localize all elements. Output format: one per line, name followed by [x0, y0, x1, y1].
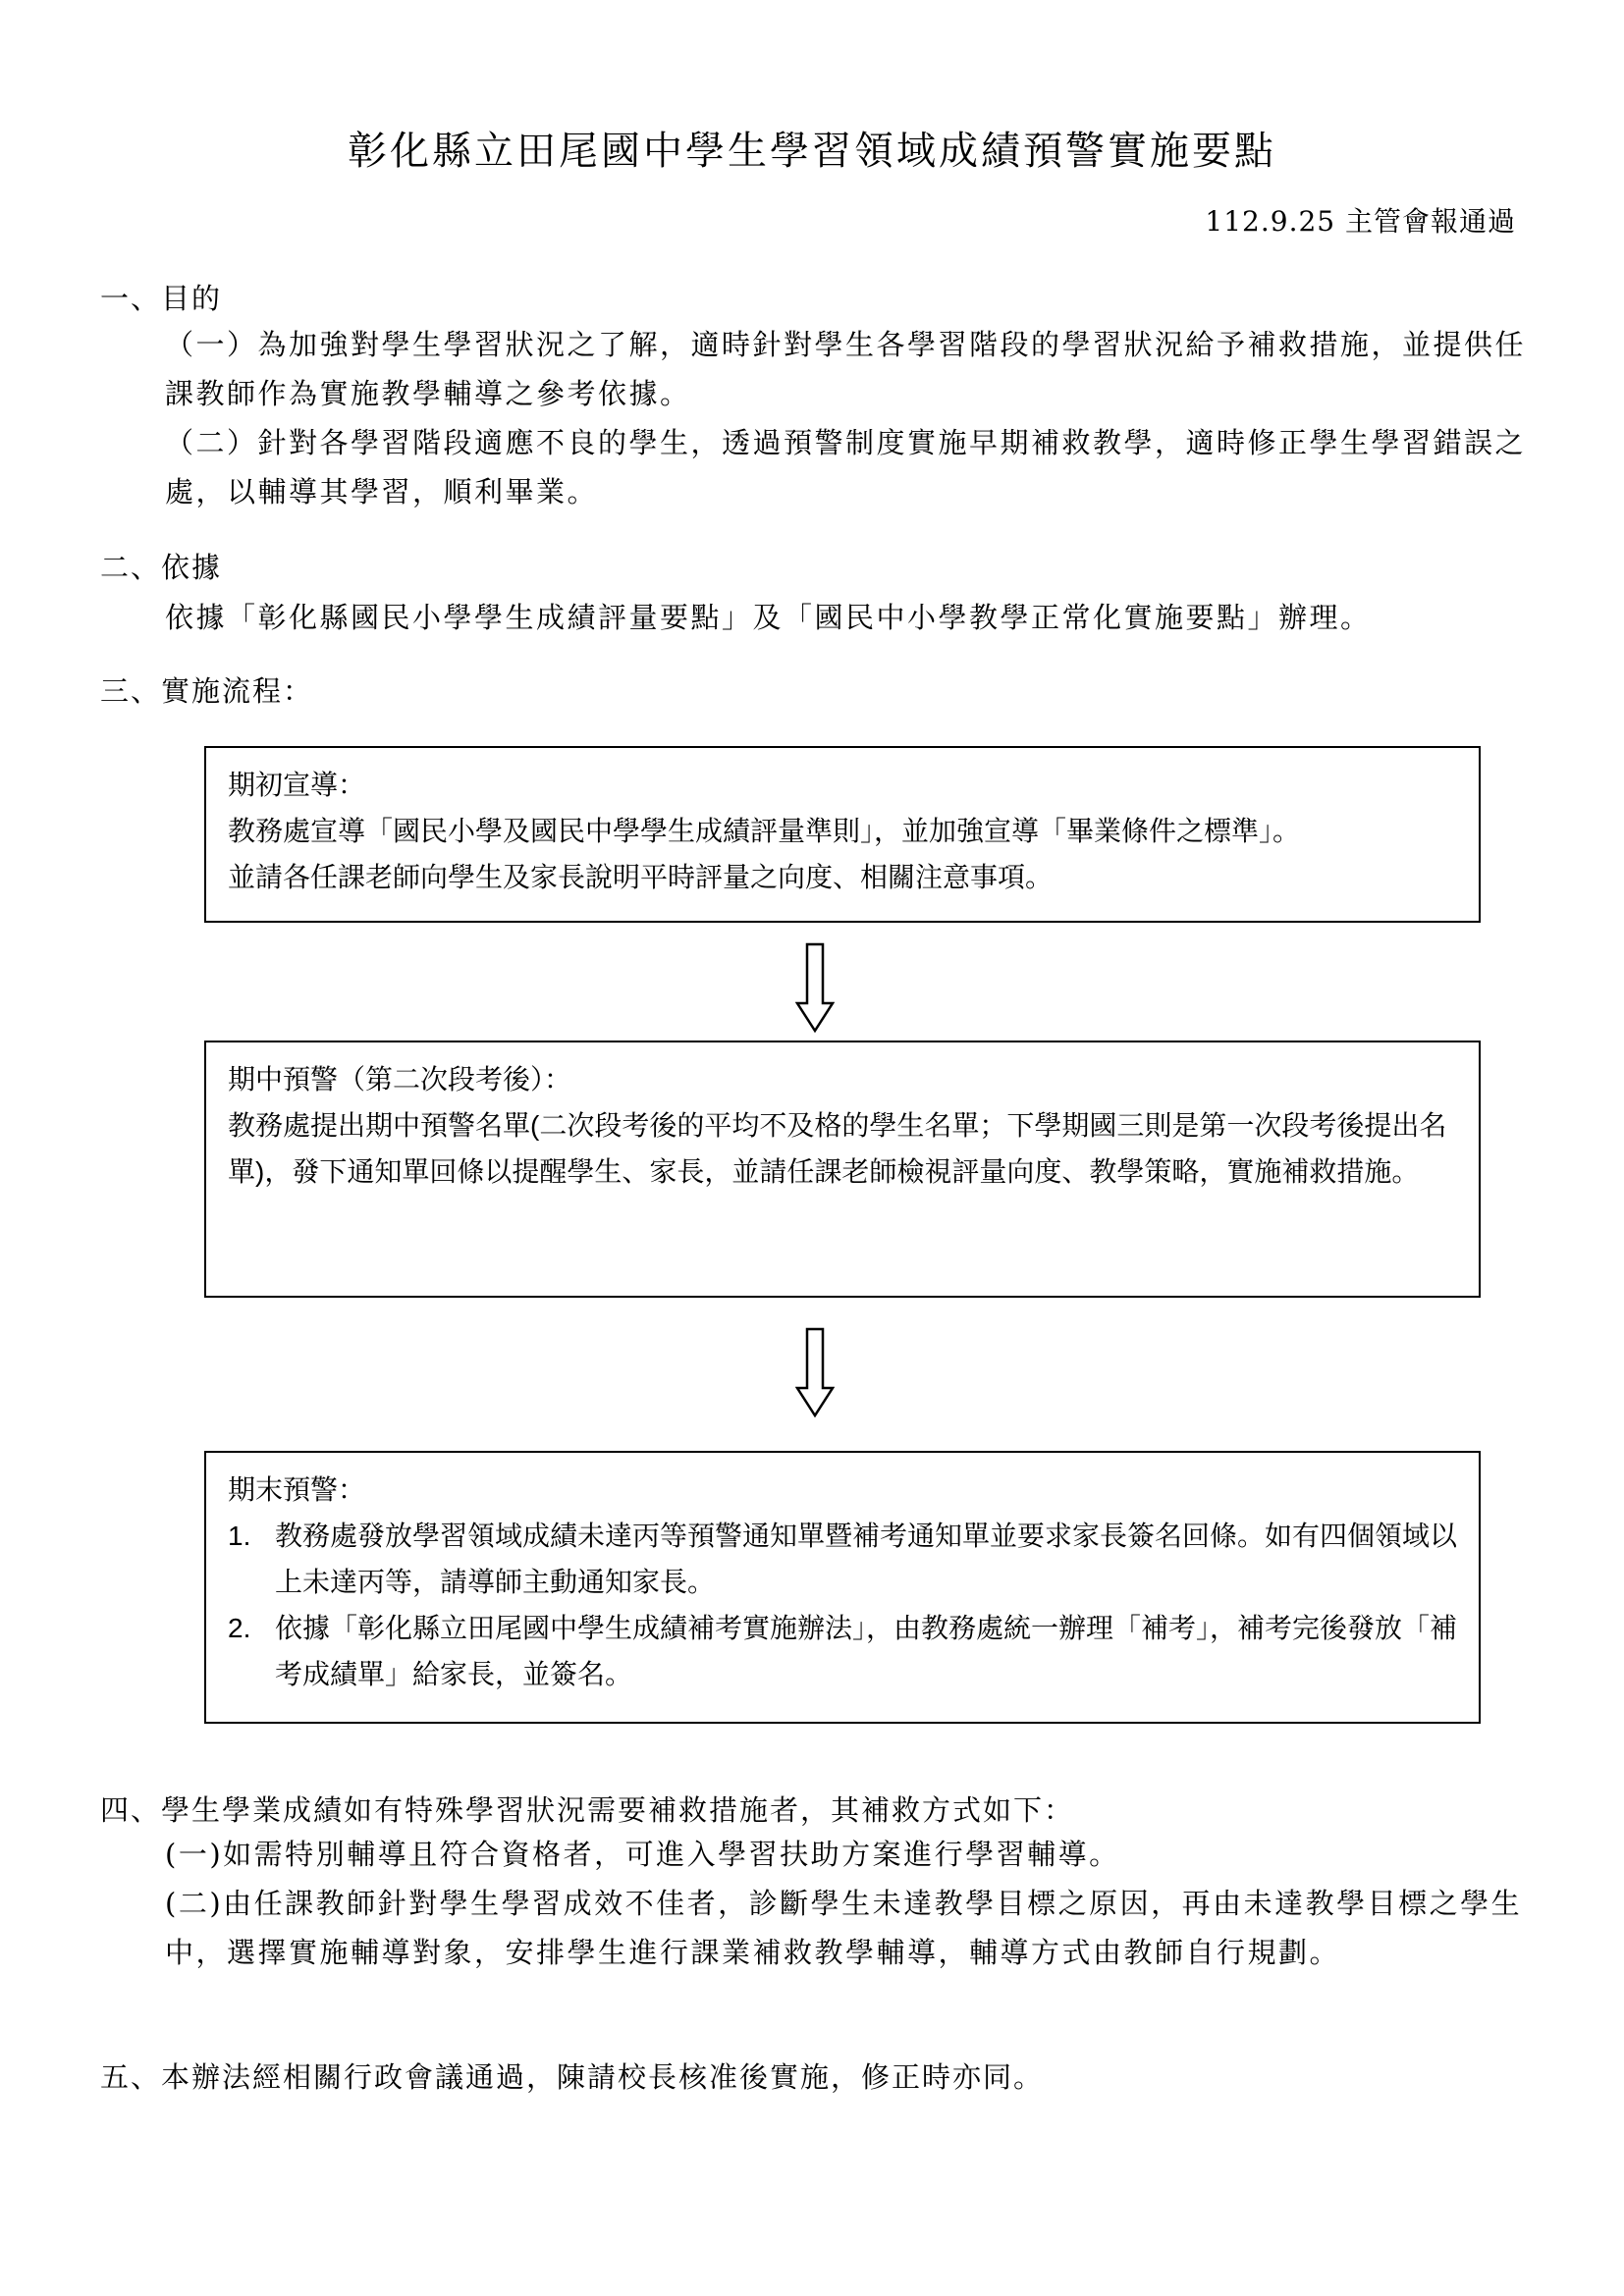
section-2-text: 依據「彰化縣國民小學學生成績評量要點」及「國民中小學教學正常化實施要點」辦理。 — [165, 601, 1372, 634]
approval-date: 112.9.25 主管會報通過 — [1205, 205, 1516, 238]
document-title: 彰化縣立田尾國中學生學習領域成績預警實施要點 — [348, 129, 1276, 174]
section-4-item-1: (一)如需特別輔導且符合資格者，可進入學習扶助方案進行學習輔導。 — [165, 1838, 1120, 1871]
section-3-heading: 三、實施流程： — [100, 674, 314, 708]
section-2-heading: 二、依據 — [100, 551, 223, 584]
list-item-text: 依據「彰化縣立田尾國中學生成績補考實施辦法」，由教務處統一辦理「補考」，補考完後發放「補考成績單」給家長，並簽名。 — [275, 1613, 1458, 1689]
flow-box-midterm-title: 期中預警（第二次段考後）： — [228, 1064, 572, 1095]
flow-box-final — [204, 1451, 1481, 1724]
down-arrow-icon — [795, 1327, 835, 1417]
list-item — [228, 1605, 1457, 1697]
list-item-number: 1. — [228, 1521, 251, 1551]
flow-box-initial-line-2: 並請各任課老師向學生及家長說明平時評量之向度、相關注意事項。 — [228, 862, 1054, 892]
section-2-body — [165, 593, 1540, 642]
flow-box-final-title: 期末預警： — [228, 1474, 366, 1505]
section-4-body — [165, 1830, 1540, 1977]
list-item-number: 2. — [228, 1613, 251, 1643]
section-1-item-1: （一）為加強對學生學習狀況之了解，適時針對學生各學習階段的學習狀況給予補救措施，並提供任課教師作為實施教學輔導之參考依據。 — [165, 328, 1527, 410]
list-item-text: 教務處發放學習領域成績未達丙等預警通知單暨補考通知單並要求家長簽名回條。如有四個領域以上未達丙等，請導師主動通知家長。 — [275, 1521, 1458, 1597]
flow-box-midterm — [204, 1041, 1481, 1298]
section-4-item-2: (二)由任課教師針對學生學習成效不佳者，診斷學生未達教學目標之原因，再由未達教學目標之學生中，選擇實施輔導對象，安排學生進行課業補救教學輔導，輔導方式由教師自行規劃。 — [165, 1887, 1523, 1969]
list-item — [228, 1513, 1457, 1605]
section-4-heading: 四、學生學業成績如有特殊學習狀況需要補救措施者，其補救方式如下： — [100, 1793, 1075, 1827]
section-1-item-2: （二）針對各學習階段適應不良的學生，透過預警制度實施早期補救教學，適時修正學生學習錯誤之處，以輔導其學習，順利畢業。 — [165, 426, 1527, 508]
down-arrow-icon — [795, 942, 835, 1033]
section-5-heading: 五、本辦法經相關行政會議通過，陳請校長核准後實施，修正時亦同。 — [100, 2060, 1045, 2094]
flow-box-initial-title: 期初宣導： — [228, 770, 366, 800]
flow-box-final-list — [228, 1513, 1457, 1697]
section-1-heading: 一、目的 — [100, 282, 223, 315]
flow-box-initial — [204, 746, 1481, 923]
section-1-body — [165, 320, 1540, 516]
flow-box-midterm-text: 教務處提出期中預警名單(二次段考後的平均不及格的學生名單；下學期國三則是第一次段考後提出名單)，發下通知單回條以提醒學生、家長，並請任課老師檢視評量向度、教學策略，實施補救措施。 — [228, 1110, 1447, 1187]
flow-box-initial-line-1: 教務處宣導「國民小學及國民中學學生成績評量準則」，並加強宣導「畢業條件之標準」。 — [228, 816, 1301, 846]
